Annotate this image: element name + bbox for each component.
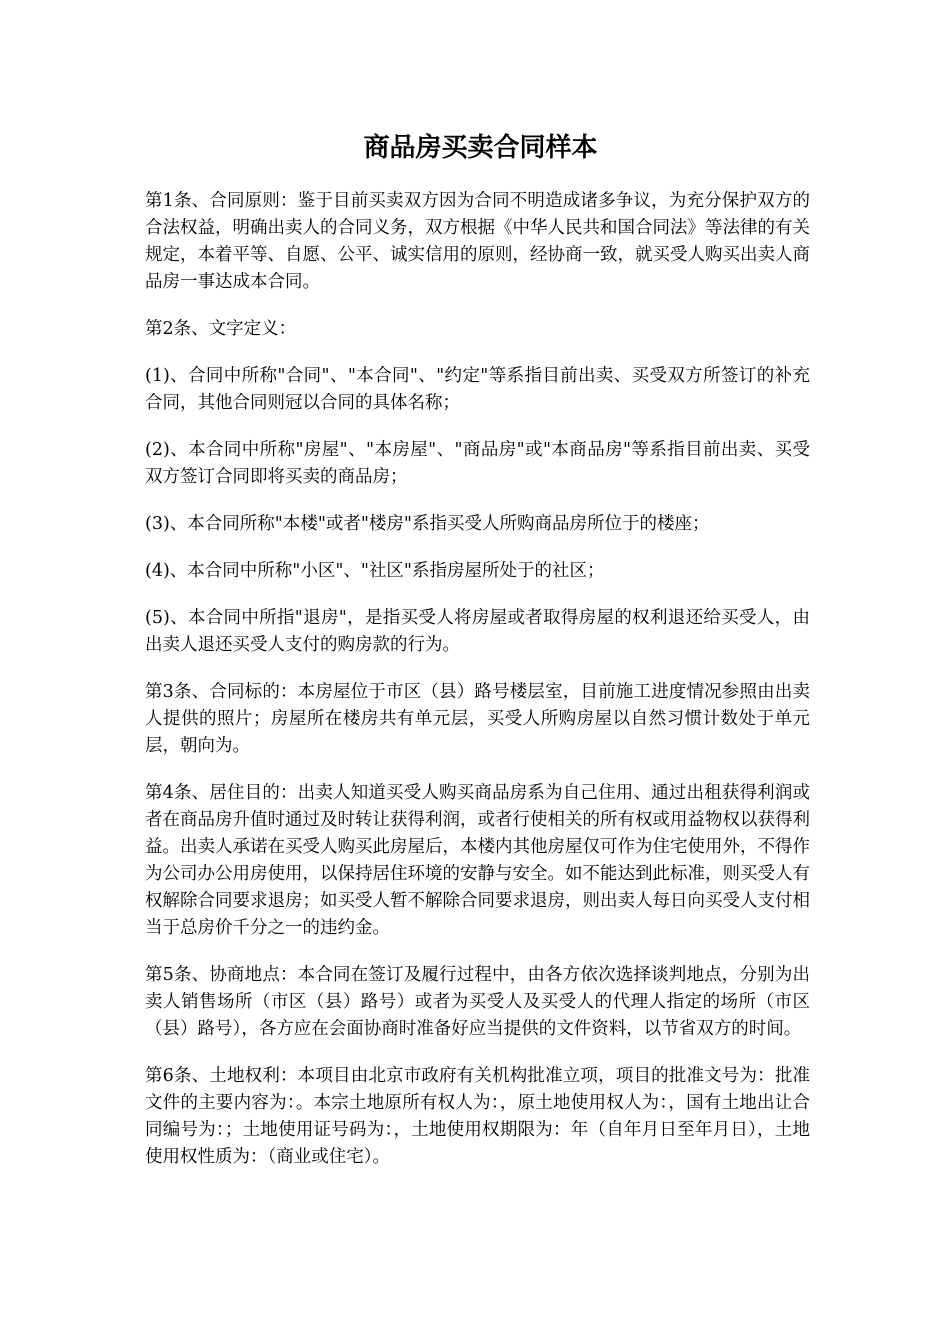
article-1-principle: 第1条、合同原则：鉴于目前买卖双方因为合同不明造成诸多争议，为充分保护双方的合法权益，明确出卖人的合同义务，双方根据《中华人民共和国合同法》等法律的有关规定，本着平等、自愿、公平、诚实信用的原则，经协商一致，就买受人购买出卖人商品房一事达成本合同。 [145,191,810,292]
article-3-subject: 第3条、合同标的：本房屋位于市区（县）路号楼层室，目前施工进度情况参照由出卖人提供的照片；房屋所在楼房共有单元层，买受人所购房屋以自然习惯计数处于单元层，朝向为。 [145,682,810,756]
definition-item-5: (5)、本合同中所指"退房"，是指买受人将房屋或者取得房屋的权利退还给买受人，由出卖人退还买受人支付的购房款的行为。 [145,608,810,655]
article-2-definitions-heading: 第2条、文字定义： [145,319,297,339]
document-title: 商品房买卖合同样本 [363,133,598,163]
contract-document [145,128,810,1191]
definition-item-3: (3)、本合同所称"本楼"或者"楼房"系指买受人所购商品房所位于的楼座； [145,514,710,534]
definition-item-2: (2)、本合同中所称"房屋"、"本房屋"、"商品房"或"本商品房"等系指目前出卖、买受双方签订合同即将买卖的商品房； [145,440,810,487]
article-4-residence-purpose: 第4条、居住目的：出卖人知道买受人购买商品房系为自己住用、通过出租获得利润或者在商品房升值时通过及时转让获得利润，或者行使相关的所有权或用益物权以获得利益。出卖人承诺在买受人购买此房屋后，本楼内其他房屋仅可作为住宅使用外，不得作为公司办公用房使用，以保持居住环境的安静与安全。如不能达到此标准，则买受人有权解除合同要求退房；如买受人暂不解除合同要求退房，则出卖人每日向买受人支付相当于总房价千分之一的违约金。 [145,783,810,938]
article-6-land-rights: 第6条、土地权利：本项目由北京市政府有关机构批准立项，项目的批准文号为：批准文件的主要内容为：。本宗土地原所有权人为：，原土地使用权人为：，国有土地出让合同编号为：；土地使用证号码为：，土地使用权期限为：年（自年月日至年月日），土地使用权性质为：（商业或住宅）。 [145,1066,810,1167]
definition-item-1: (1)、合同中所称"合同"、"本合同"、"约定"等系指目前出卖、买受双方所签订的补充合同，其他合同则冠以合同的具体名称； [145,366,810,413]
article-5-negotiation-location: 第5条、协商地点：本合同在签订及履行过程中，由各方依次选择谈判地点，分别为出卖人销售场所（市区（县）路号）或者为买受人及买受人的代理人指定的场所（市区（县）路号），各方应在会面协商时准备好应当提供的文件资料，以节省双方的时间。 [145,965,810,1039]
definition-item-4: (4)、本合同中所称"小区"、"社区"系指房屋所处于的社区； [145,561,605,581]
